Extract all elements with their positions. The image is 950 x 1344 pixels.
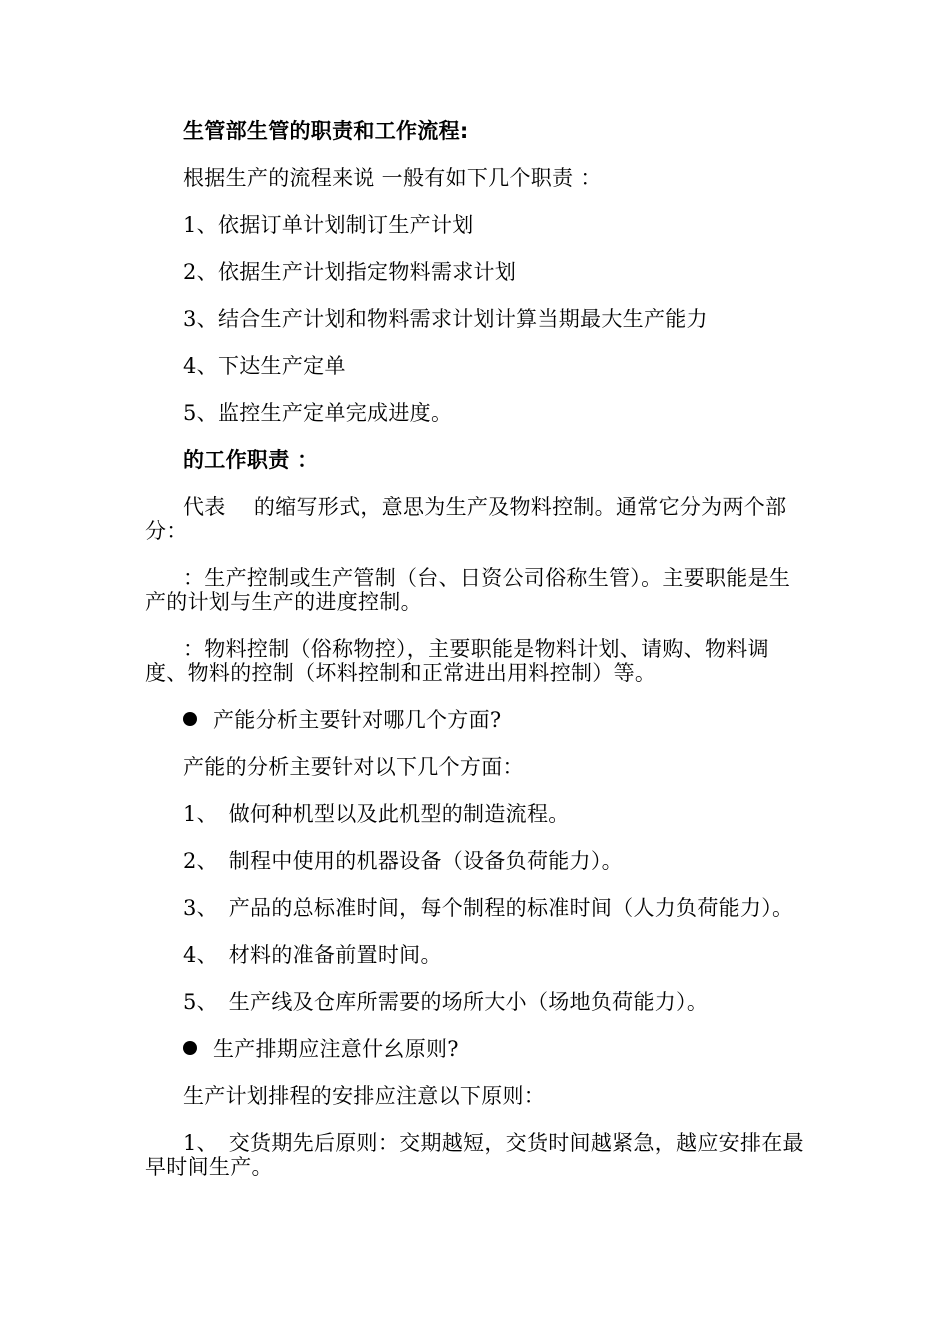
capacity-item: 2、 制程中使用的机器设备（设备负荷能力）。 xyxy=(183,849,623,873)
document-body xyxy=(145,119,807,1202)
section-heading: 的工作职责 ： xyxy=(183,448,319,472)
duty-item: 3、结合生产计划和物料需求计划计算当期最大生产能力 xyxy=(183,307,708,331)
mc-description: ：物料控制（俗称物控），主要职能是物料计划、请购、物料调度、物料的控制（坏料控制和正常进出用料控制）等。 xyxy=(145,637,769,685)
principle-item: 1、 交货期先后原则：交期越短，交货时间越紧急，越应安排在最早时间生产。 xyxy=(145,1131,804,1179)
scheduling-intro: 生产计划排程的安排应注意以下原则： xyxy=(183,1084,546,1108)
intro-paragraph: 根据生产的流程来说 一般有如下几个职责 ： xyxy=(183,166,602,190)
capacity-intro: 产能的分析主要针对以下几个方面： xyxy=(183,755,524,779)
document-title: 生管部生管的职责和工作流程: xyxy=(183,119,469,143)
capacity-item: 4、 材料的准备前置时间。 xyxy=(183,943,442,967)
duty-item: 1、依据订单计划制订生产计划 xyxy=(183,213,474,237)
question-text: 生产排期应注意什幺原则? xyxy=(213,1037,459,1061)
duty-item: 4、下达生产定单 xyxy=(183,354,346,378)
duty-item: 2、依据生产计划指定物料需求计划 xyxy=(183,260,517,284)
capacity-item: 3、 产品的总标准时间，每个制程的标准时间（人力负荷能力）。 xyxy=(183,896,794,920)
capacity-item: 1、 做何种机型以及此机型的制造流程。 xyxy=(183,802,570,826)
duty-item: 5、监控生产定单完成进度。 xyxy=(183,401,453,425)
question-capacity xyxy=(145,708,807,732)
capacity-item: 5、 生产线及仓库所需要的场所大小（场地负荷能力）。 xyxy=(183,990,709,1014)
definition-paragraph: 代表 的缩写形式，意思为生产及物料控制。通常它分为两个部分： xyxy=(145,495,787,543)
bullet-icon xyxy=(183,712,197,726)
pc-description: ：生产控制或生产管制（台、日资公司俗称生管）。主要职能是生产的计划与生产的进度控制。 xyxy=(145,566,791,614)
question-text: 产能分析主要针对哪几个方面? xyxy=(213,708,502,732)
question-scheduling xyxy=(145,1037,807,1061)
bullet-icon xyxy=(183,1041,197,1055)
